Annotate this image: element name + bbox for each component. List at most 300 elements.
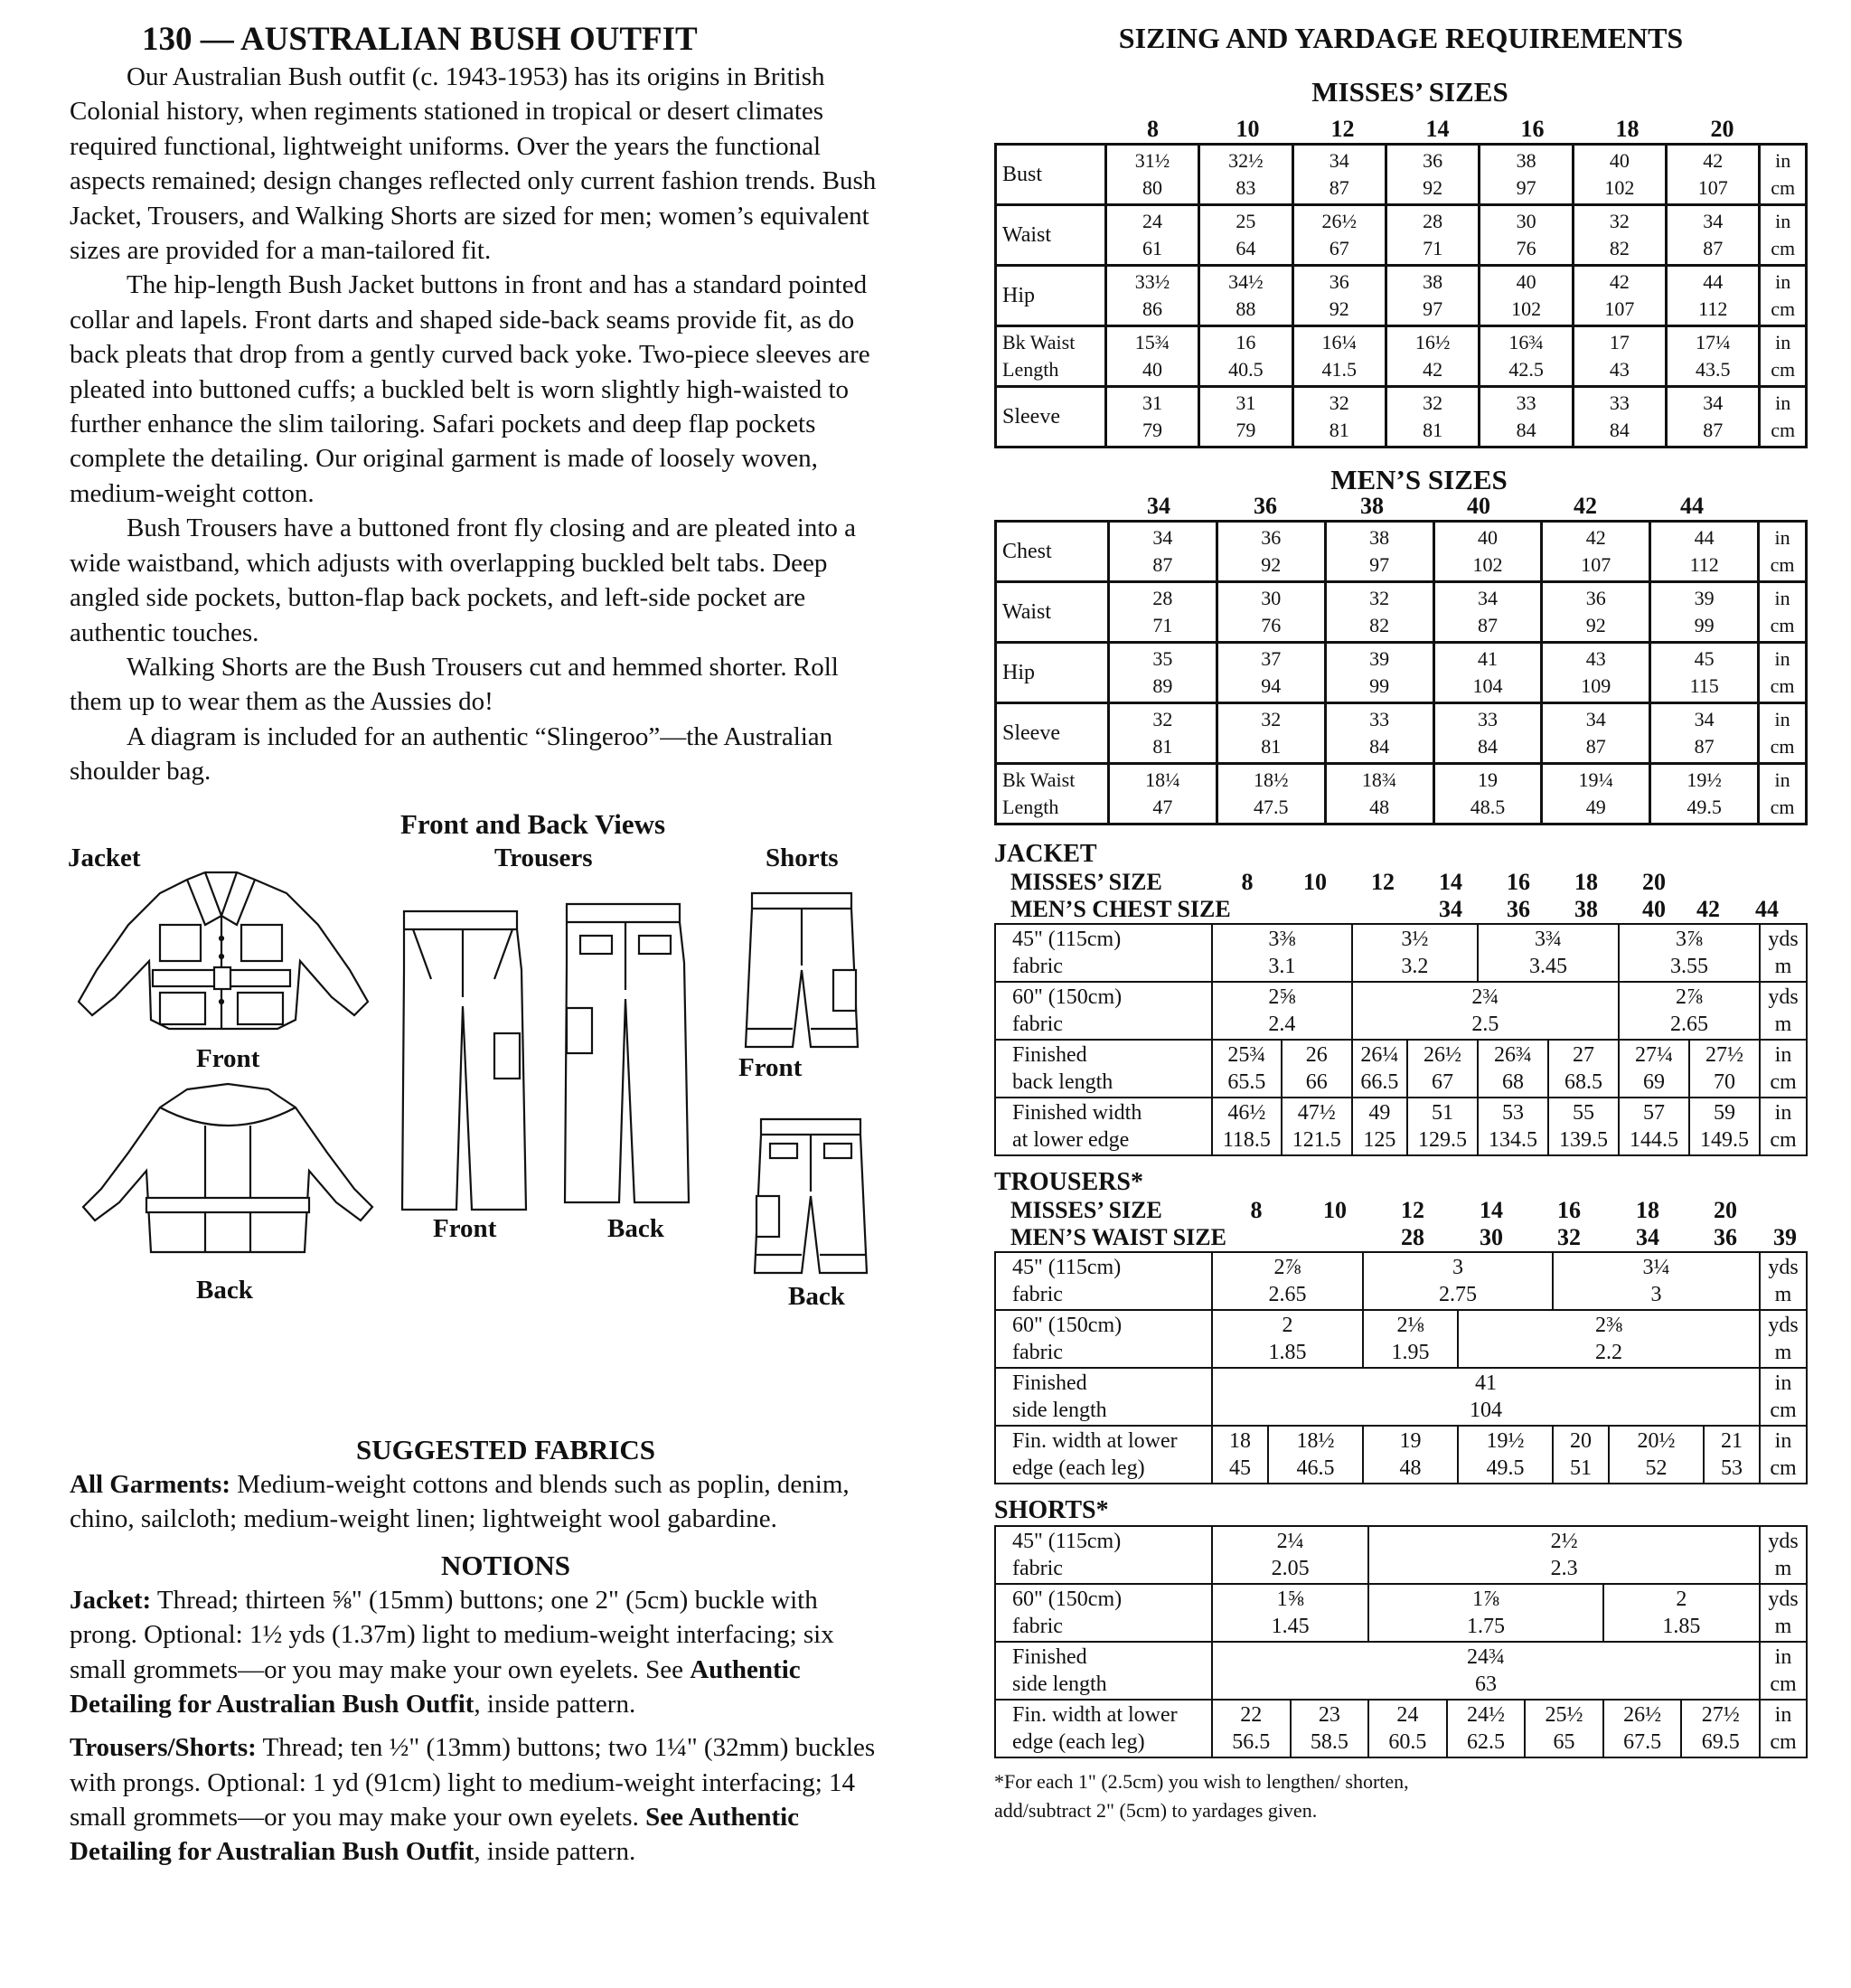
value-in: 37 xyxy=(1261,647,1282,670)
garment-illustrations xyxy=(70,843,888,1431)
unit-cm: cm xyxy=(1770,553,1795,576)
yardage-row xyxy=(995,1584,1807,1642)
label-line-1: Fin. width at lower xyxy=(1012,1703,1178,1727)
unit-cm: cm xyxy=(1771,237,1796,259)
value-2: 3.1 xyxy=(1268,955,1296,978)
measure-cell xyxy=(1433,522,1542,582)
measure-cell xyxy=(1199,387,1292,448)
size-label: 8 xyxy=(1241,869,1254,895)
yardage-label xyxy=(995,1584,1212,1642)
label-line-2: fabric xyxy=(1012,1557,1063,1580)
yardage-row xyxy=(995,924,1807,982)
unit-cell xyxy=(1760,205,1807,266)
measure-cell xyxy=(1292,205,1386,266)
measure-cell xyxy=(1325,522,1433,582)
fabrics-title: SUGGESTED FABRICS xyxy=(355,1433,656,1465)
intro-paragraph-3: Bush Trousers have a buttoned front fly closing and are pleated into a wide waistband, which adjusts with overlapping buckled belt tabs. Deep angled side pockets, button-flap back pockets, and left-side pocket are authentic touches. xyxy=(70,513,857,647)
unit-cell xyxy=(1760,982,1807,1040)
size-label: 12 xyxy=(1330,116,1355,142)
value-2: 2.65 xyxy=(1669,1013,1708,1036)
value-1: 2¾ xyxy=(1471,985,1499,1009)
trousers-notions-end: , inside pattern. xyxy=(474,1837,636,1867)
value-1: 3¼ xyxy=(1642,1256,1670,1279)
measure-cell xyxy=(1199,205,1292,266)
value-cm: 102 xyxy=(1604,176,1635,199)
value-cm: 87 xyxy=(1585,735,1606,758)
value-cm: 84 xyxy=(1516,419,1536,441)
label-line-2: back length xyxy=(1012,1070,1113,1094)
yardage-cell xyxy=(1282,1040,1352,1098)
unit-1: in xyxy=(1774,1645,1792,1669)
yardage-cell xyxy=(1212,1310,1363,1368)
trousers-front-drawing xyxy=(395,907,531,1214)
measure-cell xyxy=(1105,387,1198,448)
yardage-cell xyxy=(1681,1700,1760,1757)
value-cm: 112 xyxy=(1689,553,1719,576)
measure-label: Chest xyxy=(996,522,1109,582)
measure-cell xyxy=(1217,582,1325,643)
yardage-row xyxy=(995,1700,1807,1757)
value-cm: 97 xyxy=(1369,553,1390,576)
yardage-cell xyxy=(1458,1426,1553,1484)
size-label: 38 xyxy=(1360,493,1384,519)
mens-sizes-table xyxy=(994,520,1808,825)
yardage-cell xyxy=(1212,1642,1760,1700)
value-2: 1.45 xyxy=(1271,1615,1310,1638)
value-1: 26½ xyxy=(1423,1043,1461,1067)
unit-cell xyxy=(1760,1368,1807,1426)
value-2: 49.5 xyxy=(1486,1456,1525,1480)
measure-cell xyxy=(1105,145,1198,205)
unit-cell xyxy=(1760,1310,1807,1368)
unit-cm: cm xyxy=(1771,419,1796,441)
jacket-back-drawing xyxy=(79,1080,377,1270)
jacket-notions xyxy=(70,1583,888,1721)
yardage-cell xyxy=(1447,1700,1526,1757)
value-1: 59 xyxy=(1713,1101,1735,1125)
label-line-2: side length xyxy=(1012,1399,1107,1422)
value-in: 42 xyxy=(1703,149,1724,172)
value-2: 48 xyxy=(1399,1456,1422,1480)
value-in: 38 xyxy=(1369,526,1390,549)
yardage-label xyxy=(995,924,1212,982)
value-in: 34½ xyxy=(1228,270,1264,293)
size-label: 36 xyxy=(1714,1224,1737,1250)
measure-cell xyxy=(1573,205,1666,266)
yardage-row xyxy=(995,1426,1807,1484)
yardage-cell xyxy=(1352,924,1478,982)
yardage-cell xyxy=(1407,1040,1478,1098)
value-in: 16½ xyxy=(1414,331,1451,353)
size-label: 34 xyxy=(1636,1224,1659,1250)
value-in: 44 xyxy=(1694,526,1715,549)
value-2: 2.5 xyxy=(1471,1013,1499,1036)
measure-row xyxy=(996,582,1807,643)
unit-cell xyxy=(1760,1098,1807,1155)
yardage-cell xyxy=(1212,1252,1363,1310)
trousers-front-caption: Front xyxy=(433,1213,497,1243)
value-cm: 87 xyxy=(1703,237,1724,259)
yardage-cell xyxy=(1268,1426,1363,1484)
yardage-cell xyxy=(1619,1040,1689,1098)
value-2: 139.5 xyxy=(1558,1128,1608,1152)
yardage-row xyxy=(995,1310,1807,1368)
value-cm: 71 xyxy=(1423,237,1443,259)
value-2: 2.3 xyxy=(1550,1557,1578,1580)
yardage-cell xyxy=(1352,982,1619,1040)
value-1: 57 xyxy=(1642,1101,1665,1125)
value-cm: 82 xyxy=(1609,237,1630,259)
value-1: 24 xyxy=(1396,1703,1419,1727)
value-in: 40 xyxy=(1609,149,1630,172)
yardage-row xyxy=(995,1098,1807,1155)
jacket-notions-end: , inside pattern. xyxy=(474,1690,636,1719)
yardage-cell xyxy=(1548,1040,1619,1098)
value-in: 34 xyxy=(1694,708,1715,730)
measure-cell xyxy=(1573,266,1666,326)
footnote: *For each 1" (2.5cm) you wish to lengthen/ shorten, add/subtract 2" (5cm) to yardages given. xyxy=(994,1770,1409,1822)
value-1: 24½ xyxy=(1466,1703,1505,1727)
notions-title: NOTIONS xyxy=(441,1550,570,1582)
value-cm: 87 xyxy=(1703,419,1724,441)
value-in: 16¾ xyxy=(1508,331,1544,353)
jacket-notions-body: Thread; thirteen ⅝" (15mm) buttons; one 2" (5cm) buckle with prong. Optional: 1½ yds (1.37m) light to medium-weight interfacing; six small grommets—or you may make your own eyelets. See xyxy=(70,1586,834,1684)
value-cm: 112 xyxy=(1698,297,1728,320)
yardage-cell xyxy=(1212,1098,1282,1155)
value-in: 33 xyxy=(1477,708,1498,730)
value-in: 34 xyxy=(1703,210,1724,232)
value-2: 1.85 xyxy=(1662,1615,1701,1638)
value-2: 134.5 xyxy=(1488,1128,1537,1152)
value-in: 16 xyxy=(1236,331,1256,353)
size-label: 36 xyxy=(1254,493,1277,519)
value-2: 62.5 xyxy=(1466,1730,1505,1754)
unit-cell xyxy=(1760,326,1807,387)
label-line-2: fabric xyxy=(1012,1013,1063,1036)
value-cm: 79 xyxy=(1236,419,1256,441)
measure-cell xyxy=(1650,582,1759,643)
label-line-2: edge (each leg) xyxy=(1012,1456,1145,1480)
value-2: 144.5 xyxy=(1629,1128,1678,1152)
size-label: 16 xyxy=(1557,1197,1581,1223)
measure-label: Hip xyxy=(996,266,1106,326)
yardage-row xyxy=(995,1040,1807,1098)
unit-cell xyxy=(1760,1526,1807,1584)
size-label: 18 xyxy=(1574,869,1598,895)
value-in: 33 xyxy=(1516,391,1536,414)
value-1: 2⅛ xyxy=(1396,1314,1424,1337)
unit-cell xyxy=(1759,703,1807,764)
value-in: 30 xyxy=(1516,210,1536,232)
value-in: 17 xyxy=(1609,331,1630,353)
measure-label: Bk Waist Length xyxy=(996,326,1106,387)
size-label: 40 xyxy=(1642,896,1666,922)
value-in: 32 xyxy=(1609,210,1630,232)
value-1: 49 xyxy=(1368,1101,1391,1125)
value-2: 56.5 xyxy=(1232,1730,1271,1754)
unit-in: in xyxy=(1774,526,1790,549)
value-2: 68.5 xyxy=(1564,1070,1602,1094)
unit-1: yds xyxy=(1768,1314,1799,1337)
value-cm: 83 xyxy=(1236,176,1256,199)
value-in: 32 xyxy=(1152,708,1173,730)
measure-cell xyxy=(1292,326,1386,387)
measure-cell xyxy=(1542,643,1650,703)
yardage-row xyxy=(995,1526,1807,1584)
value-cm: 82 xyxy=(1369,614,1390,636)
value-cm: 47 xyxy=(1152,796,1173,818)
yardage-cell xyxy=(1212,1040,1282,1098)
value-in: 40 xyxy=(1516,270,1536,293)
value-cm: 81 xyxy=(1261,735,1282,758)
measure-cell xyxy=(1386,387,1479,448)
value-2: 65.5 xyxy=(1227,1070,1266,1094)
value-in: 34 xyxy=(1585,708,1606,730)
size-label: 20 xyxy=(1710,116,1734,142)
yardage-cell xyxy=(1212,982,1352,1040)
trousers-back-drawing xyxy=(558,900,693,1207)
measure-row xyxy=(996,266,1807,326)
value-1: 24¾ xyxy=(1467,1645,1505,1669)
value-1: 19 xyxy=(1399,1429,1422,1453)
value-1: 55 xyxy=(1572,1101,1594,1125)
right-column xyxy=(994,0,1808,1825)
label-line-1: 45" (115cm) xyxy=(1012,1530,1122,1553)
value-1: 2½ xyxy=(1550,1530,1578,1553)
value-cm: 107 xyxy=(1604,297,1635,320)
trousers-misses-header xyxy=(994,1197,1808,1224)
value-1: 2⅝ xyxy=(1268,985,1296,1009)
value-2: 104 xyxy=(1470,1399,1502,1422)
yardage-cell xyxy=(1689,1040,1760,1098)
measure-row xyxy=(996,764,1807,824)
label-line-2: fabric xyxy=(1012,955,1063,978)
shorts-front-drawing xyxy=(738,889,865,1051)
value-in: 28 xyxy=(1152,587,1173,609)
measure-cell xyxy=(1667,326,1760,387)
label-line-1: Finished xyxy=(1012,1371,1087,1395)
value-in: 40 xyxy=(1477,526,1498,549)
yardage-row xyxy=(995,1642,1807,1700)
size-label: 16 xyxy=(1507,869,1530,895)
value-in: 32 xyxy=(1423,391,1443,414)
value-2: 121.5 xyxy=(1292,1128,1341,1152)
measure-cell xyxy=(1480,145,1573,205)
value-1: 2⅞ xyxy=(1273,1256,1301,1279)
page-title: 130 — AUSTRALIAN BUSH OUTFIT xyxy=(142,21,698,58)
intro-paragraph-2: The hip-length Bush Jacket buttons in front and has a standard pointed collar and lapels. Front darts and shaped side-back seams provide fit, as do back pleats that drop from a gently curved back yoke. Two-piece sleeves are pleated into buttoned cuffs; a buckled belt is worn slightly high-waisted to further enhance the slim tailoring. Safari pockets and deep flap pockets complete the detailing. Our original garment is made of loosely woven, medium-weight cotton. xyxy=(70,270,870,508)
value-2: 46.5 xyxy=(1296,1456,1335,1480)
value-in: 33 xyxy=(1369,708,1390,730)
value-2: 66 xyxy=(1305,1070,1328,1094)
value-2: 3.55 xyxy=(1669,955,1708,978)
measure-cell xyxy=(1105,205,1198,266)
measure-cell xyxy=(1650,764,1759,824)
unit-1: in xyxy=(1774,1101,1792,1125)
measure-cell xyxy=(1292,145,1386,205)
yardage-cell xyxy=(1212,1584,1368,1642)
value-in: 32 xyxy=(1369,587,1390,609)
size-label: 20 xyxy=(1714,1197,1737,1223)
unit-2: cm xyxy=(1770,1672,1797,1696)
measure-label: Sleeve xyxy=(996,387,1106,448)
measure-label: Waist xyxy=(996,582,1109,643)
measure-cell xyxy=(1433,764,1542,824)
value-1: 2⅞ xyxy=(1675,985,1703,1009)
unit-2: cm xyxy=(1770,1128,1797,1152)
yardage-label xyxy=(995,1310,1212,1368)
yardage-cell xyxy=(1553,1252,1760,1310)
views-title: Front and Back Views xyxy=(399,807,666,840)
measure-cell xyxy=(1386,326,1479,387)
value-in: 34 xyxy=(1703,391,1724,414)
yardage-cell xyxy=(1619,1098,1689,1155)
value-cm: 92 xyxy=(1329,297,1349,320)
jacket-yardage-table xyxy=(994,923,1808,1156)
unit-cell xyxy=(1760,1642,1807,1700)
value-1: 26¾ xyxy=(1493,1043,1532,1067)
value-1: 1⅝ xyxy=(1276,1588,1304,1611)
size-label: 32 xyxy=(1557,1224,1581,1250)
label-line-2: at lower edge xyxy=(1012,1128,1130,1152)
jacket-yardage-title: JACKET xyxy=(994,840,1097,868)
size-label: 14 xyxy=(1439,869,1462,895)
unit-cell xyxy=(1760,1040,1807,1098)
size-label: 12 xyxy=(1371,869,1395,895)
value-cm: 64 xyxy=(1236,237,1256,259)
value-1: 25½ xyxy=(1545,1703,1583,1727)
measure-row xyxy=(996,326,1807,387)
unit-in: in xyxy=(1774,708,1790,730)
misses-size-header xyxy=(994,110,1808,143)
unit-1: yds xyxy=(1768,985,1799,1009)
measure-cell xyxy=(1542,582,1650,643)
measure-cell xyxy=(1292,266,1386,326)
unit-in: in xyxy=(1775,270,1791,293)
value-cm: 107 xyxy=(1697,176,1728,199)
value-in: 43 xyxy=(1585,647,1606,670)
size-label: 38 xyxy=(1574,896,1598,922)
value-in: 30 xyxy=(1261,587,1282,609)
jacket-misses-header xyxy=(994,869,1808,896)
unit-in: in xyxy=(1774,768,1790,791)
unit-cm: cm xyxy=(1770,614,1795,636)
size-label: 40 xyxy=(1467,493,1490,519)
value-cm: 81 xyxy=(1423,419,1443,441)
unit-2: cm xyxy=(1770,1730,1797,1754)
measure-cell xyxy=(1108,764,1217,824)
value-in: 33½ xyxy=(1134,270,1170,293)
measure-cell xyxy=(1573,326,1666,387)
value-in: 19 xyxy=(1477,768,1498,791)
mens-title: MEN’S SIZES xyxy=(1330,464,1508,495)
value-1: 19½ xyxy=(1486,1429,1525,1453)
value-1: 3 xyxy=(1452,1256,1463,1279)
label-line-1: 60" (150cm) xyxy=(1012,1314,1123,1337)
unit-cm: cm xyxy=(1770,674,1795,697)
measure-cell xyxy=(1199,266,1292,326)
value-in: 44 xyxy=(1703,270,1724,293)
value-2: 52 xyxy=(1645,1456,1668,1480)
size-row-label: MISSES’ SIZE xyxy=(1010,869,1162,895)
size-label: 44 xyxy=(1680,493,1704,519)
value-in: 36 xyxy=(1261,526,1282,549)
fabrics-lead: All Garments: xyxy=(70,1469,230,1499)
value-in: 31 xyxy=(1142,391,1162,414)
value-in: 35 xyxy=(1152,647,1173,670)
value-in: 33 xyxy=(1609,391,1630,414)
value-cm: 42 xyxy=(1423,358,1443,381)
measure-label: Sleeve xyxy=(996,703,1109,764)
value-1: 47½ xyxy=(1297,1101,1336,1125)
size-label: 42 xyxy=(1574,493,1597,519)
yardage-row xyxy=(995,1252,1807,1310)
value-in: 45 xyxy=(1694,647,1715,670)
size-label: 8 xyxy=(1250,1197,1263,1223)
misses-sizes-table xyxy=(994,143,1808,448)
value-in: 28 xyxy=(1423,210,1443,232)
size-row-label: MEN’S WAIST SIZE xyxy=(1010,1224,1226,1250)
value-1: 53 xyxy=(1501,1101,1524,1125)
unit-cell xyxy=(1760,1584,1807,1642)
measure-cell xyxy=(1480,266,1573,326)
measure-label: Bk Waist Length xyxy=(996,764,1109,824)
yardage-row xyxy=(995,1368,1807,1426)
shorts-back-caption: Back xyxy=(788,1281,845,1311)
value-2: 69 xyxy=(1642,1070,1665,1094)
unit-in: in xyxy=(1774,647,1790,670)
yardage-label xyxy=(995,1098,1212,1155)
measure-row xyxy=(996,522,1807,582)
value-cm: 71 xyxy=(1152,614,1173,636)
value-cm: 97 xyxy=(1516,176,1536,199)
measure-cell xyxy=(1325,703,1433,764)
value-cm: 84 xyxy=(1477,735,1498,758)
yardage-cell xyxy=(1689,1098,1760,1155)
measure-cell xyxy=(1650,522,1759,582)
measure-label: Waist xyxy=(996,205,1106,266)
value-2: 45 xyxy=(1229,1456,1252,1480)
jacket-front-drawing xyxy=(70,871,377,1042)
value-cm: 76 xyxy=(1516,237,1536,259)
value-cm: 81 xyxy=(1152,735,1173,758)
value-cm: 107 xyxy=(1581,553,1611,576)
value-cm: 42.5 xyxy=(1508,358,1544,381)
size-label: 10 xyxy=(1236,116,1260,142)
measure-row xyxy=(996,145,1807,205)
value-in: 38 xyxy=(1516,149,1536,172)
value-1: 18 xyxy=(1229,1429,1252,1453)
value-1: 51 xyxy=(1431,1101,1453,1125)
yardage-cell xyxy=(1352,1098,1407,1155)
measure-cell xyxy=(1325,582,1433,643)
value-in: 34 xyxy=(1152,526,1173,549)
value-in: 18½ xyxy=(1253,768,1289,791)
unit-1: yds xyxy=(1768,1530,1799,1553)
label-line-2: fabric xyxy=(1012,1283,1063,1306)
measure-cell xyxy=(1217,764,1325,824)
value-2: 149.5 xyxy=(1699,1128,1749,1152)
measure-row xyxy=(996,205,1807,266)
yardage-cell xyxy=(1619,982,1760,1040)
jacket-mens-header xyxy=(994,896,1808,923)
size-label: 20 xyxy=(1642,869,1666,895)
value-1: 23 xyxy=(1318,1703,1340,1727)
yardage-label xyxy=(995,1252,1212,1310)
value-cm: 104 xyxy=(1472,674,1503,697)
unit-1: in xyxy=(1774,1429,1792,1453)
value-cm: 94 xyxy=(1261,674,1282,697)
